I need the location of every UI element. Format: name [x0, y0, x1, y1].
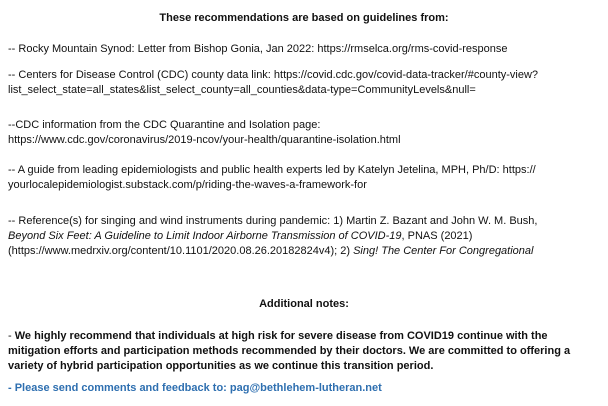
note-line: variety of hybrid participation opportunities as we continue this transition period. [8, 360, 434, 372]
source-cdc-quarantine [8, 118, 604, 148]
source-line: https://www.cdc.gov/coronavirus/2019-ncov/your-health/quarantine-isolation.html [8, 134, 401, 146]
high-risk-note [8, 329, 604, 374]
note-line [8, 329, 604, 344]
singing-references [8, 214, 604, 259]
source-line: -- Rocky Mountain Synod: Letter from Bishop Gonia, Jan 2022: https://rmselca.org/rms-covid-response [8, 43, 508, 55]
reference-title: Beyond Six Feet: A Guideline to Limit Indoor Airborne Transmission of COVID-19 [8, 230, 402, 242]
note-text: We highly recommend that individuals at high risk for severe disease from COVID19 continue with the [14, 330, 548, 342]
reference-text: (https://www.medrxiv.org/content/10.1101/2020.08.26.20182824v4); 2) [8, 245, 354, 257]
guidelines-heading: These recommendations are based on guidelines from: [159, 12, 449, 24]
reference-line [8, 244, 604, 259]
source-line: -- A guide from leading epidemiologists and public health experts led by Katelyn Jetelina, MPH, Ph/D: https:// [8, 164, 536, 176]
source-cdc-county-data [8, 68, 604, 98]
reference-line [8, 229, 604, 244]
source-line: --CDC information from the CDC Quarantine and Isolation page: [8, 119, 321, 131]
reference-line: -- Reference(s) for singing and wind instruments during pandemic: 1) Martin Z. Bazant and John W. M. Bush, [8, 215, 538, 227]
feedback-contact[interactable]: - Please send comments and feedback to: pag@bethlehem-lutheran.net [8, 382, 382, 394]
source-epidemiologist-guide [8, 163, 604, 193]
source-rocky-mountain-synod [8, 42, 604, 57]
reference-text: , PNAS (2021) [401, 230, 473, 242]
source-line: list_select_state=all_states&list_select_county=all_counties&data-type=CommunityLevels&null= [8, 84, 476, 96]
note-dash: - [8, 330, 15, 342]
additional-notes-heading: Additional notes: [259, 298, 349, 310]
source-line: yourlocalepidemiologist.substack.com/p/riding-the-waves-a-framework-for [8, 179, 367, 191]
note-line: mitigation efforts and participation methods recommended by their doctors. We are committed to offering a [8, 345, 571, 357]
source-line: -- Centers for Disease Control (CDC) county data link: https://covid.cdc.gov/covid-data-tracker/#county-view? [8, 69, 539, 81]
reference-title: Sing! The Center For Congregational [353, 245, 534, 257]
